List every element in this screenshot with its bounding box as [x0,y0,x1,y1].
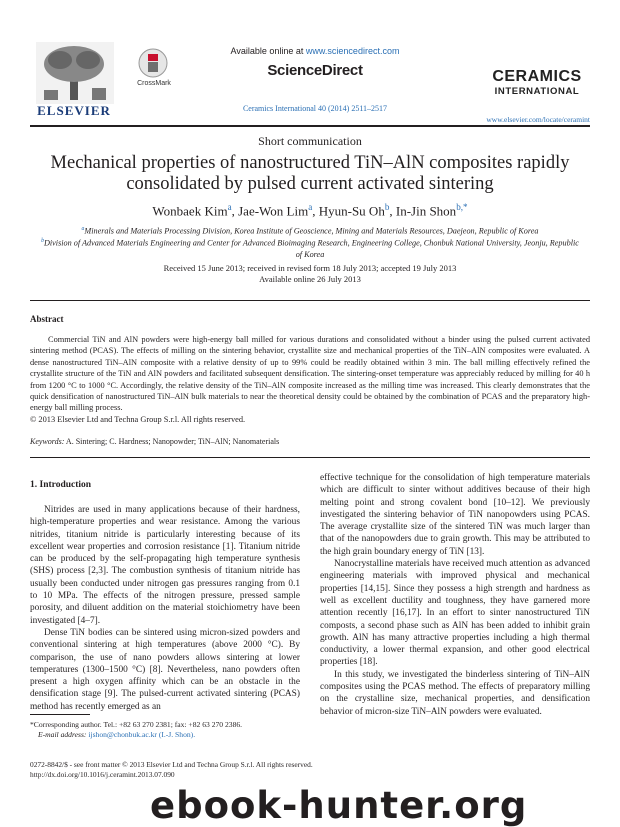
corresponding-author-contact: *Corresponding author. Tel.: +82 63 270 2381; fax: +82 63 270 2386. [30,720,243,729]
publisher-name: ELSEVIER [37,103,111,118]
journal-citation[interactable]: Ceramics International 40 (2014) 2511–2517 [242,104,388,113]
available-prefix: Available online at [230,46,306,56]
corresponding-author-footnote [30,720,310,740]
paragraph: In this study, we investigated the binderless sintering of TiN–AlN composites using the PCAS method. The effects of preparatory milling on the crystalline size, mechanical properties, and densification behavior of micron-size TiN–AlN powders were evaluated. [320,669,590,717]
affiliation-mark: a [81,226,85,232]
watermark-text: ebook-hunter.org [150,784,528,827]
available-online [180,46,450,56]
keywords [30,437,590,446]
article-title: Mechanical properties of nanostructured TiN–AlN composites rapidly consolidated by pulsed current activated sintering [50,153,570,194]
author-name[interactable]: In-Jin Shon [395,203,457,219]
footnote-divider [30,714,90,715]
paragraph: Nanocrystalline materials have received much attention as advanced engineering materials with improved physical and mechanical properties [14,15]. Since they possess a high strength and hardness as well as excellent ductility and toughness, they have garnered more attention recently [16,17]. In an effort to sinter nanostructured TiN composts, a second phase such as AlN has been added to inhibit grain growth. AlN has many attractive properties including a high thermal conductivity, a lower thermal expansion, and other good electrical properties [18]. [320,559,590,668]
author-affiliation-mark[interactable]: b [384,202,390,212]
affiliation-mark: b [41,238,44,244]
email-link[interactable]: ijshon@chonbuk.ac.kr (I.-J. Shon). [88,730,196,739]
affiliation-text: Minerals and Materials Processing Division, Korea Institute of Geoscience, Mining and Materials Resources, Daejeon, Republic of Korea [84,226,539,236]
body-column-right [320,472,590,718]
doi-link[interactable]: http://dx.doi.org/10.1016/j.ceramint.2013.07.090 [30,770,175,779]
abstract-divider-bottom [30,457,590,458]
author-name[interactable]: Jae-Won Lim [238,203,309,219]
sciencedirect-brand: ScienceDirect [267,62,363,79]
affiliation-a [40,224,580,237]
article-dates [30,263,590,285]
abstract-divider-top [30,300,590,301]
paragraph: effective technique for the consolidation of high temperature materials which are difficult to sinter without additives because of their high melting point and strong covalent bond [10–12]. We previously investigated the sintering behavior of TiN nanopowders using PCAS. The average crystallite size of the sintered TiN was much larger than that of the nanopowders due to grain growth. This may be attributed to the high grain boundary energy of TiN [13]. [320,473,590,557]
article-type: Short communication [258,134,362,148]
front-matter [30,760,450,780]
crossmark-icon[interactable] [138,48,168,78]
keywords-label: Keywords: [30,437,65,446]
elsevier-tree-logo [36,42,114,104]
author-affiliation-mark[interactable]: a [308,202,313,212]
copyright-line: © 2013 Elsevier Ltd and Techna Group S.r.l. All rights reserved. [30,415,246,424]
author-affiliation-mark[interactable]: b,* [456,202,468,212]
author-list: Wonbaek Kim$^a$, Jae-Won Lim$^a$, Hyun-Su Oh$^b$, In-Jin Shon$^{b,*}$ [152,202,468,219]
author-name[interactable]: Wonbaek Kim [152,203,228,219]
received-dates: Received 15 June 2013; received in revised form 18 July 2013; accepted 19 July 2013 [163,263,457,273]
keywords-list: A. Sintering; C. Hardness; Nanopowder; TiN–AlN; Nanomaterials [64,437,280,446]
online-date: Available online 26 July 2013 [259,274,361,284]
body-column-left [30,504,300,713]
abstract-heading: Abstract [30,314,64,324]
issn-copyright: 0272-8842/$ - see front matter © 2013 Elsevier Ltd and Techna Group S.r.l. All rights reserved. [30,760,313,769]
author-affiliation-mark[interactable]: a [227,202,232,212]
header-divider [30,125,590,127]
section-heading: 1. Introduction [30,480,92,490]
author-name[interactable]: Hyun-Su Oh [318,203,385,219]
paragraph: Dense TiN bodies can be sintered using micron-sized powders and conventional sintering at high temperatures (above 2000 °C). By comparison, the use of nano powders allows sintering at lower temperatures (1300–1500 °C) [8]. Nevertheless, nano powders often present a high oxygen affinity which can be an obstacle in the densification stage [9]. The pulsed-current activated sintering (PCAS) method has recently emerged as an [30,627,300,712]
abstract-text: Commercial TiN and AlN powders were high-energy ball milled for various durations and consolidated without a binder using the pulsed current activated sintering method (PCAS). The effects of milling on the sintering behavior, crystallite size and mechanical properties of the TiN–AlN composites were evaluated. A dense nanostructured TiN–AlN composite with a relative density of up to 99% could be readily obtained within 3 min. The ball milling effectively refined the crystallite structure of the TiN and AlN powders and facilitated subsequent densification. The sintering-onset temperature was appreciably reduced by milling for 40 h from 1200 °C to 1000 °C. Accordingly, the relative density of the TiN–AlN composite increased as the milling time was increased. This clearly demonstrates that the quick densification of nanostructured TiN–AlN bulk materials to near the theoretical density could be obtained by the combination of PCAS and the preparatory high-energy ball milling process. [30,335,590,413]
email-label: E-mail address: [38,730,89,739]
journal-name-sub: INTERNATIONAL [494,86,580,97]
affiliation-text: Division of Advanced Materials Engineering and Center for Advanced Bioimaging Research, Engineering College, Chonbuk National University, Jeonju, Republic of Korea [43,238,579,259]
crossmark-label: CrossMark [137,80,171,87]
journal-name: CERAMICS [492,68,582,85]
affiliation-b [40,236,580,260]
paragraph: Nitrides are used in many applications because of their hardness, high-temperature properties and wear resistance. Among the various nitrides, titanium nitride is particularly interesting because of its excellent wear properties and corrosion resistance [1]. Titanium nitride can be produced by the self-propagating high temperature synthesis (SHS) process [2,3]. The combustion synthesis of titanium nitride has usually been conducted under nitrogen gas pressures ranging from 0.1 to 10 MPa. The effects of the nitrogen pressure, pressed sample porosity, and diluent addition on the material stoichiometry have been investigated [4–7]. [30,505,300,626]
journal-url-link[interactable]: www.elsevier.com/locate/ceramint [486,115,590,124]
sciencedirect-link[interactable]: www.sciencedirect.com [305,46,400,56]
